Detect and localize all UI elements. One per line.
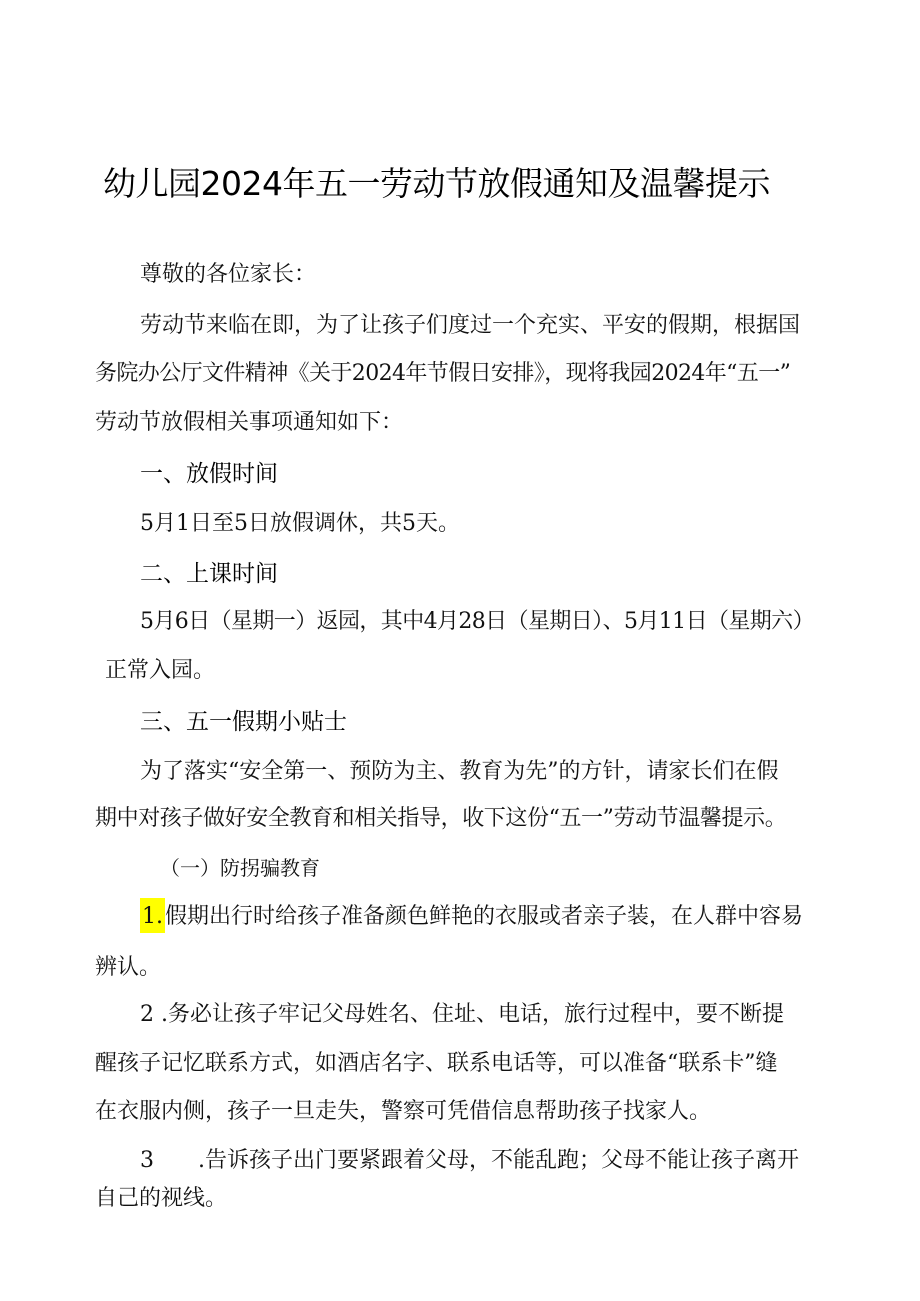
tips-intro-line-1: 为了落实“安全第一、预防为主、教育为先”的方针，请家长们在假: [140, 759, 779, 784]
tip-item-3-line-2: 自己的视线。: [95, 1186, 228, 1211]
tip-item-3-number: 3: [140, 1148, 154, 1173]
section-heading-tips: 三、五一假期小贴士: [140, 709, 347, 735]
tip-item-1-line-1: [140, 902, 803, 932]
class-time-line-2: 正常入园。: [105, 658, 216, 683]
holiday-time-text: 5月1日至5日放假调休，共5天。: [140, 511, 460, 536]
tip-item-2-line-1: 2 .务必让孩子牢记父母姓名、住址、电话，旅行过程中，要不断提: [140, 1002, 784, 1027]
tip-item-1-text: 假期出行时给孩子准备颜色鲜艳的衣服或者亲子装，在人群中容易: [165, 904, 804, 929]
tip-item-2-line-3: 在衣服内侧，孩子一旦走失，警察可凭借信息帮助孩子找家人。: [95, 1099, 712, 1124]
intro-line-1: 劳动节来临在即，为了让孩子们度过一个充实、平安的假期，根据国: [140, 313, 801, 338]
tip-item-2-line-2: 醒孩子记忆联系方式，如酒店名字、联系电话等，可以准备“联系卡”缝: [95, 1051, 778, 1076]
intro-line-2: 务院办公厅文件精神《关于2024年节假日安排》，现将我园2024年“五一”: [95, 361, 791, 386]
tip-item-3-line-1: [140, 1146, 799, 1176]
tips-intro-line-2: 期中对孩子做好安全教育和相关指导，收下这份“五一”劳动节温馨提示。: [95, 806, 787, 831]
subsection-anti-abduction: （一）防拐骗教育: [160, 856, 320, 880]
tip-item-3-text: .告诉孩子出门要紧跟着父母，不能乱跑；父母不能让孩子离开: [198, 1148, 799, 1173]
section-heading-holiday-time: 一、放假时间: [140, 461, 278, 487]
highlighted-item-number: 1.: [140, 898, 165, 933]
intro-line-3: 劳动节放假相关事项通知如下：: [95, 410, 404, 435]
tip-item-1-line-2: 辨认。: [95, 955, 162, 980]
class-time-line-1: 5月6日（星期一）返园，其中4月28日（星期日）、5月11日（星期六）: [140, 609, 814, 634]
section-heading-class-time: 二、上课时间: [140, 561, 278, 587]
salutation: 尊敬的各位家长：: [140, 262, 317, 287]
document-title: 幼儿园2024年五一劳动节放假通知及温馨提示: [103, 164, 770, 203]
